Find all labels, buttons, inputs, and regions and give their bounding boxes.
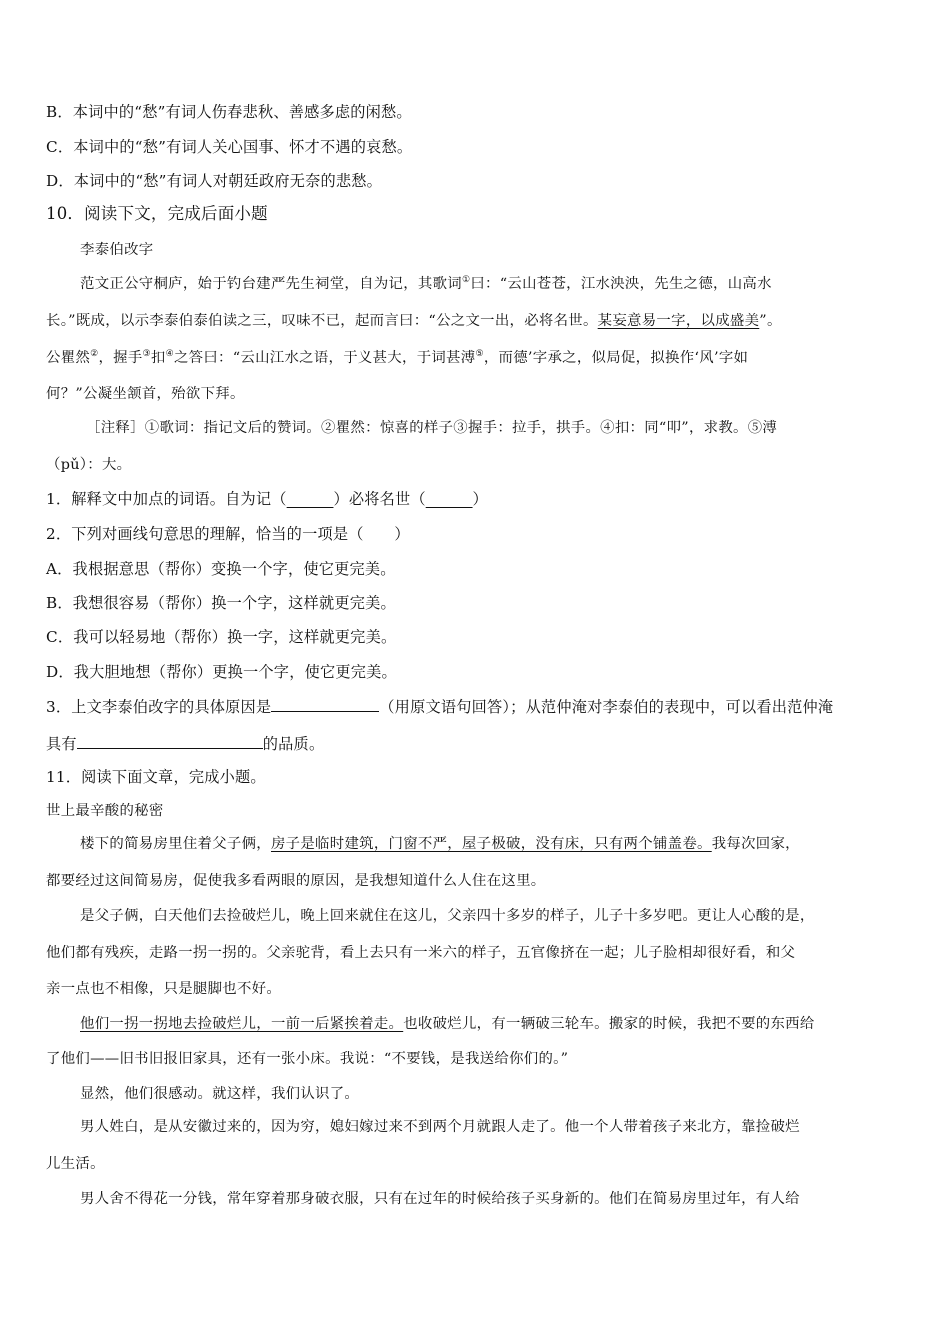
q9-option-d[interactable]: D．本词中的“愁”有词人对朝廷政府无奈的悲愁。 bbox=[46, 172, 383, 190]
q11-passage-title: 世上最辛酸的秘密 bbox=[46, 803, 164, 819]
note-ref-5: ⑤ bbox=[475, 349, 484, 360]
q11-para6-line-1: 男人舍不得花一分钱，常年穿着那身破衣服，只有在过年的时候给孩子买身新的。他们在简易房里过年，有人给 bbox=[80, 1191, 800, 1207]
answer-blank-3[interactable] bbox=[271, 696, 379, 712]
q10-sub3-line-1: 3．上文李泰伯改字的具体原因是 （用原文语句回答）；从范仲淹对李泰伯的表现中，可以看出范仲淹 bbox=[46, 698, 834, 716]
q10-passage-line-4: 何？”公凝坐颔首，殆欲下拜。 bbox=[46, 386, 245, 402]
q10-sub2-option-c[interactable]: C．我可以轻易地（帮你）换一字，这样就更完美。 bbox=[46, 628, 397, 646]
q11-para2-line-2: 他们都有残疾，走路一拐一拐的。父亲驼背，看上去只有一米六的样子，五官像挤在一起；儿子脸相却很好看，和父 bbox=[46, 945, 796, 961]
q11-para1-line-1: 楼下的简易房里住着父子俩，房子是临时建筑，门窗不严，屋子极破，没有床，只有两个铺盖卷。我每次回家， bbox=[80, 836, 800, 852]
q10-passage-title: 李泰伯改字 bbox=[80, 242, 154, 258]
q9-option-b[interactable]: B．本词中的“愁”有词人伤春悲秋、善感多虑的闲愁。 bbox=[46, 103, 412, 121]
q10-sub2: 2．下列对画线句意思的理解，恰当的一项是（ ） bbox=[46, 525, 410, 543]
q11-para3-line-2: 了他们——旧书旧报旧家具，还有一张小床。我说：“不要钱，是我送给你们的。” bbox=[46, 1051, 569, 1067]
q10-sub2-option-d[interactable]: D．我大胆地想（帮你）更换一个字，使它更完美。 bbox=[46, 663, 397, 681]
q10-heading: 10．阅读下文，完成后面小题 bbox=[46, 204, 268, 223]
q10-sub2-option-b[interactable]: B．我想很容易（帮你）换一个字，这样就更完美。 bbox=[46, 594, 396, 612]
q10-sub3-line-2: 具有 的品质。 bbox=[46, 735, 325, 753]
q9-option-c[interactable]: C．本词中的“愁”有词人关心国事、怀才不遇的哀愁。 bbox=[46, 138, 413, 156]
q11-para5-line-1: 男人姓白，是从安徽过来的，因为穷，媳妇嫁过来不到两个月就跟人走了。他一个人带着孩子来北方，靠捡破烂 bbox=[80, 1119, 800, 1135]
q11-para5-line-2: 儿生活。 bbox=[46, 1156, 105, 1172]
q11-para2-line-3: 亲一点也不相像，只是腿脚也不好。 bbox=[46, 981, 282, 997]
q10-notes-line-2: （pǔ）：大。 bbox=[46, 457, 132, 473]
q10-notes-line-1: ［注释］①歌词：指记文后的赞词。②瞿然：惊喜的样子③握手：拉手，拱手。④扣：同“叩”，求教。⑤溥 bbox=[86, 420, 778, 436]
q10-passage-line-2: 长。”既成，以示李泰伯泰伯读之三，叹味不已，起而言曰：“公之文一出，必将名世。某妄意易一字，以成盛美”。 bbox=[46, 313, 782, 329]
answer-blank-1[interactable]: ______ bbox=[286, 490, 334, 508]
answer-blank-4[interactable] bbox=[77, 733, 263, 749]
q11-para2-line-1: 是父子俩，白天他们去捡破烂儿，晚上回来就住在这儿，父亲四十多岁的样子，儿子十多岁吧。更让人心酸的是， bbox=[80, 908, 815, 924]
q11-para4: 显然，他们很感动。就这样，我们认识了。 bbox=[80, 1086, 360, 1102]
note-ref-4: ④ bbox=[165, 349, 174, 360]
note-ref-1: ① bbox=[461, 275, 471, 286]
q10-passage-line-3: 公瞿然②，握手③扣④之答曰：“云山江水之语，于义甚大，于词甚溥⑤，而德’字承之，似局促，拟换作‘风’字如 bbox=[46, 349, 749, 366]
note-ref-2: ② bbox=[90, 349, 99, 360]
q10-sub2-option-a[interactable]: A．我根据意思（帮你）变换一个字，使它更完美。 bbox=[46, 560, 396, 578]
q10-passage-line-1: 范文正公守桐庐，始于钓台建严先生祠堂，自为记，其歌词①曰：“云山苍苍，江水泱泱，先生之德，山高水 bbox=[80, 275, 772, 292]
q11-para3-line-1: 他们一拐一拐地去捡破烂儿，一前一后紧挨着走。也收破烂儿，有一辆破三轮车。搬家的时候，我把不要的东西给 bbox=[80, 1016, 815, 1032]
underlined-sentence: 他们一拐一拐地去捡破烂儿，一前一后紧挨着走。 bbox=[80, 1016, 404, 1032]
underlined-sentence: 某妄意易一字，以成盛美 bbox=[597, 313, 760, 329]
note-ref-3: ③ bbox=[142, 349, 151, 360]
q10-sub1: 1．解释文中加点的词语。自为记（______）必将名世（______） bbox=[46, 490, 488, 508]
underlined-sentence: 房子是临时建筑，门窗不严，屋子极破，没有床，只有两个铺盖卷。 bbox=[270, 836, 712, 852]
q11-heading: 11．阅读下面文章，完成小题。 bbox=[46, 768, 266, 786]
answer-blank-2[interactable]: ______ bbox=[425, 490, 473, 508]
q11-para1-line-2: 都要经过这间简易房，促使我多看两眼的原因，是我想知道什么人住在这里。 bbox=[46, 873, 546, 889]
